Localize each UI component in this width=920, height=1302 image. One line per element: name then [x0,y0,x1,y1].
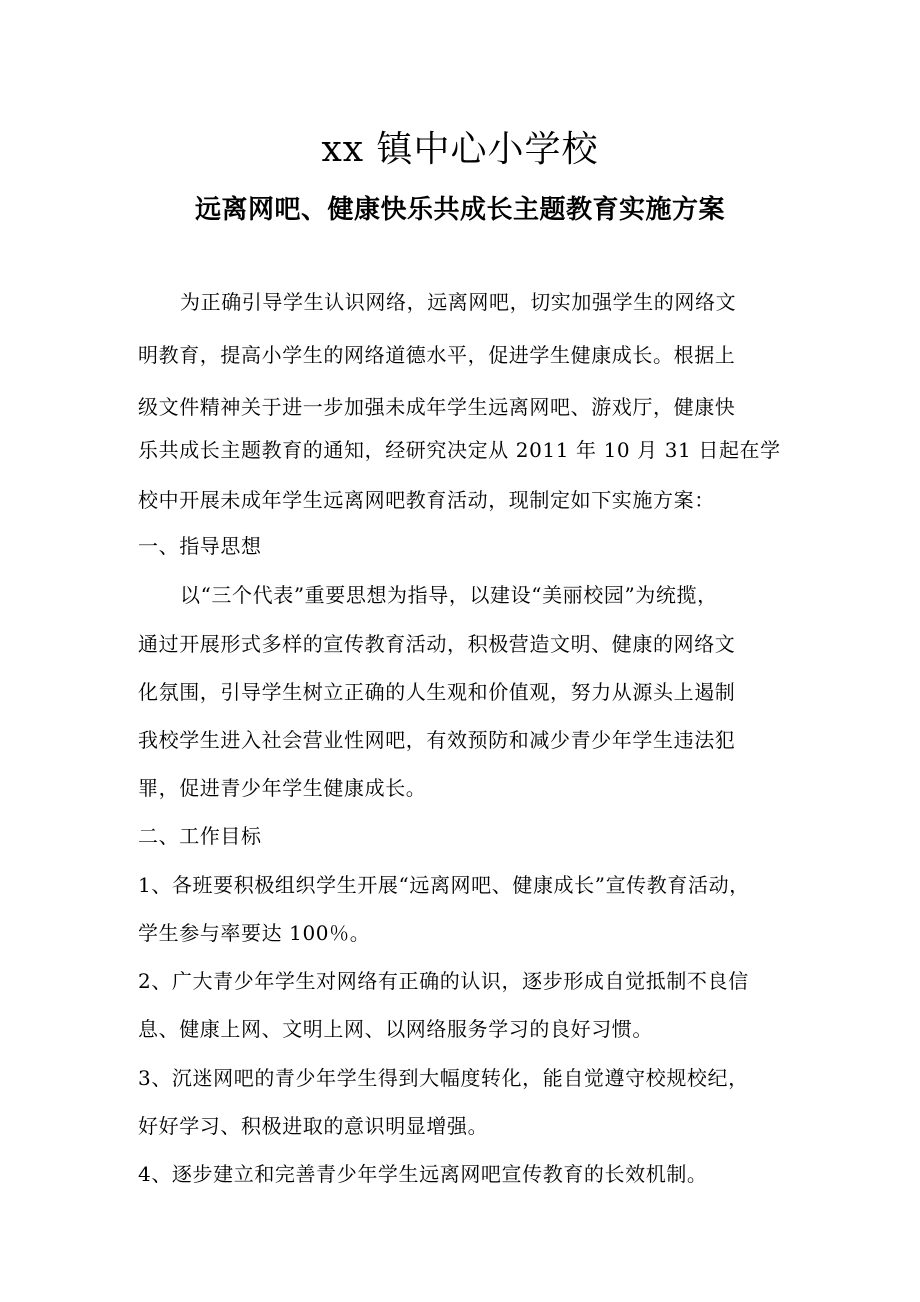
body-line: 为正确引导学生认识网络，远离网吧，切实加强学生的网络文 [180,290,737,314]
body-line: 明教育，提高小学生的网络道德水平，促进学生健康成长。根据上 [138,343,736,367]
goal-item-3-cont: 好好学习、积极进取的意识明显增强。 [138,1114,489,1138]
body-line: 乐共成长主题教育的通知，经研究决定从 2011 年 10 月 31 日起在学 [138,438,781,462]
body-line: 我校学生进入社会营业性网吧，有效预防和减少青少年学生违法犯 [138,728,736,752]
section-heading-work-goals: 二、工作目标 [138,824,262,848]
body-line: 校中开展未成年学生远离网吧教育活动，现制定如下实施方案： [138,488,715,512]
body-line: 通过开展形式多样的宣传教育活动，积极营造文明、健康的网络文 [138,632,736,656]
body-line: 化氛围，引导学生树立正确的人生观和价值观，努力从源头上遏制 [138,680,736,704]
document-subtitle: 远离网吧、健康快乐共成长主题教育实施方案 [194,195,725,225]
goal-item-1: 1、各班要积极组织学生开展“远离网吧、健康成长”宣传教育活动， [138,873,750,897]
goal-item-2: 2、广大青少年学生对网络有正确的认识，逐步形成自觉抵制不良信 [138,969,749,993]
body-line: 以“三个代表”重要思想为指导，以建设“美丽校园”为统揽， [180,583,718,607]
goal-item-3: 3、沉迷网吧的青少年学生得到大幅度转化，能自觉遵守校规校纪， [138,1066,749,1090]
goal-item-1-cont: 学生参与率要达 100％。 [138,921,371,945]
document-title: xx 镇中心小学校 [321,129,599,170]
section-heading-guiding-ideology: 一、指导思想 [138,534,262,558]
goal-item-2-cont: 息、健康上网、文明上网、以网络服务学习的良好习惯。 [138,1017,653,1041]
goal-item-4: 4、逐步建立和完善青少年学生远离网吧宣传教育的长效机制。 [138,1162,708,1186]
body-line: 罪，促进青少年学生健康成长。 [138,776,427,800]
body-line: 级文件精神关于进一步加强未成年学生远离网吧、游戏厅，健康快 [138,395,736,419]
